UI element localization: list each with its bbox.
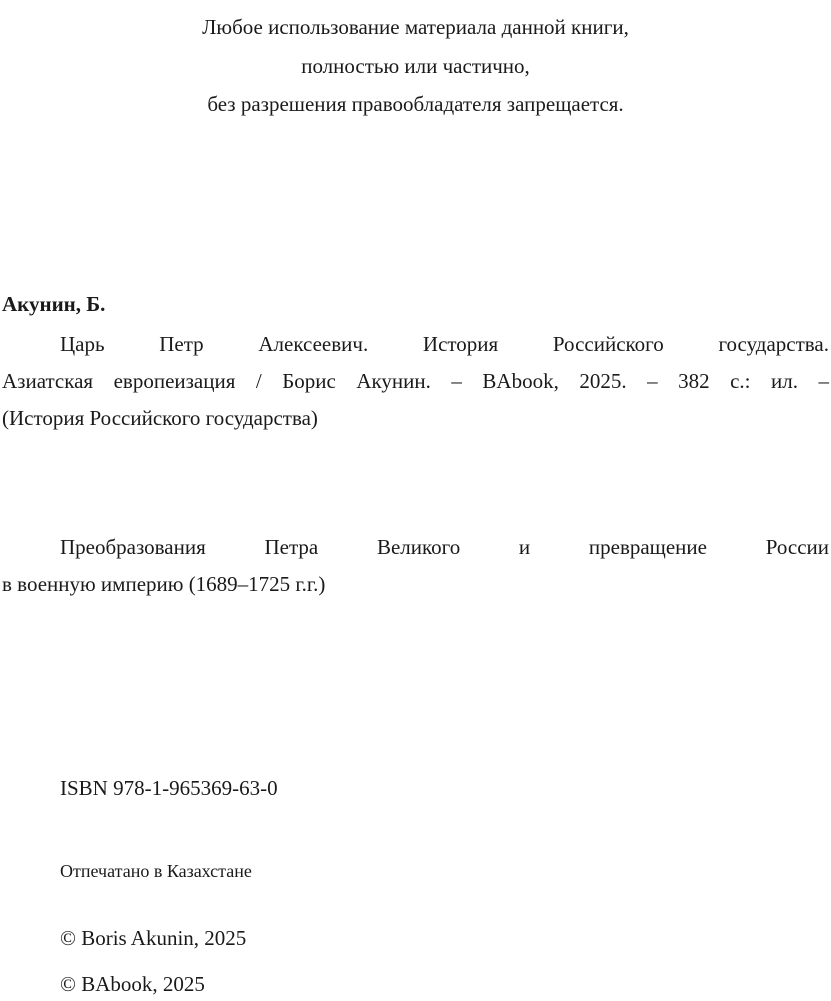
rights-notice-line-2: полностью или частично, — [301, 53, 530, 78]
bibliographic-line-3: (История Российского государства) — [2, 406, 318, 430]
bibliographic-line-2: Азиатская европеизация / Борис Акунин. – BAbook, 2025. – 382 с.: ил. – — [2, 369, 829, 393]
book-annotation — [2, 529, 829, 603]
rights-notice-line-1: Любое использование материала данной книги, — [202, 15, 629, 39]
bibliographic-description — [2, 326, 829, 437]
catalog-author-heading: Акунин, Б. — [2, 292, 106, 316]
printed-in-note: Отпечатано в Казахстане — [60, 861, 252, 881]
rights-notice-line-3: без разрешения правообладателя запрещается. — [207, 92, 624, 116]
isbn-number: ISBN 978-1-965369-63-0 — [60, 776, 278, 800]
rights-notice — [0, 8, 831, 124]
annotation-line-2: в военную империю (1689–1725 г.г.) — [2, 572, 326, 596]
copyright-author: © Boris Akunin, 2025 — [60, 926, 247, 950]
annotation-line-1: Преобразования Петра Великого и превращение России — [60, 535, 829, 559]
copyright-publisher: © BAbook, 2025 — [60, 972, 205, 996]
bibliographic-line-1: Царь Петр Алексеевич. История Российского государства. — [60, 332, 829, 356]
